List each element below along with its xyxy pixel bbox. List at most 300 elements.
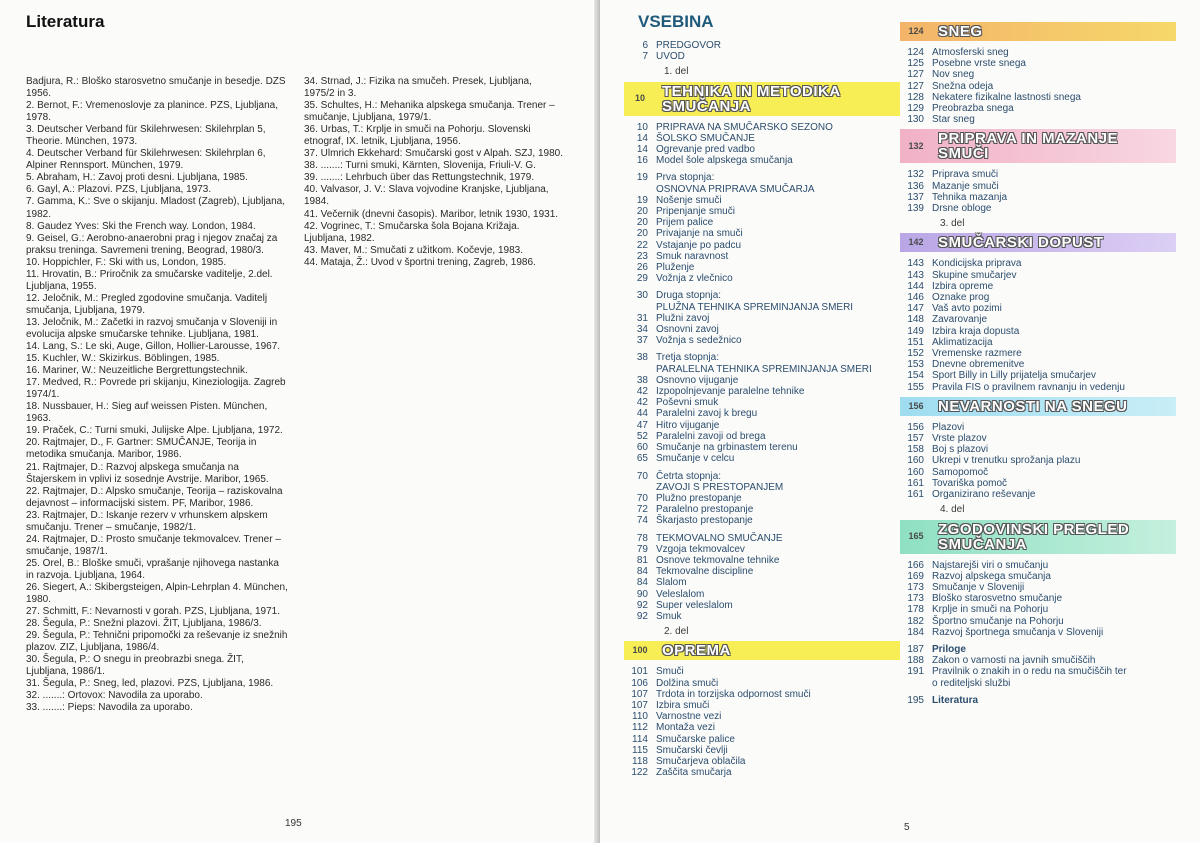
toc-entry	[906, 58, 1176, 69]
toc-entry-title: Boj s plazovi	[932, 444, 989, 456]
toc-entry-title: Hitro vijuganje	[656, 419, 720, 431]
toc-page-number: 90	[636, 588, 648, 600]
toc-entry-title: Smučanje v Sloveniji	[932, 581, 1025, 593]
section-title: SMUČARSKI DOPUST	[938, 234, 1104, 252]
toc-entry	[630, 734, 900, 745]
toc-entry	[630, 375, 900, 386]
toc-page-number: 101	[631, 666, 648, 678]
toc-entry	[906, 348, 1176, 359]
reference-entry: 37. Ulmrich Ekkehard: Smučarski gost v Alpah. SZJ, 1980.	[304, 148, 563, 160]
reference-entry: 44. Mataja, Ž.: Uvod v športni trening, Zagreb, 1986.	[304, 256, 536, 268]
reference-entry: 17. Medved, R.: Povrede pri skijanju, Kineziologija. Zagreb 1974/1.	[26, 377, 286, 401]
toc-entry-title: Zavarovanje	[932, 314, 988, 326]
section-title: TEHNIKA IN METODIKA SMUČANJA	[662, 82, 841, 115]
toc-entry-title: Smučanje v celcu	[656, 453, 735, 465]
reference-entry: 25. Orel, B.: Bloške smuči, vprašanje njihovega nastanka in razvoja. Ljubljana, 1964.	[26, 557, 279, 581]
toc-page-number: 14	[636, 132, 648, 144]
toc-page-number	[630, 184, 656, 195]
toc-entry	[630, 700, 900, 711]
toc-entry-title: Izbira kraja dopusta	[932, 325, 1020, 337]
toc-entry-title: PLUŽNA TEHNIKA SPREMINJANJA SMERI	[656, 301, 854, 313]
toc-entry-title: Literatura	[932, 694, 979, 706]
toc-page-number: 92	[636, 599, 648, 611]
toc-entry	[906, 560, 1176, 571]
section-page-number: 132	[908, 140, 924, 151]
toc-entry-title: Tretja stopnja:	[656, 352, 719, 364]
toc-page-number: 184	[907, 626, 924, 638]
toc-entry-title: Vstajanje po padcu	[656, 239, 742, 251]
toc-entry-title: Četrta stopnja:	[656, 470, 722, 482]
toc-entry	[630, 206, 900, 217]
toc-entry	[630, 533, 900, 544]
reference-entry: 30. Šegula, P.: O snegu in preobrazbi snega. ŽIT, Ljubljana, 1986/1.	[26, 654, 244, 678]
toc-entry	[630, 251, 900, 262]
toc-page-number: 130	[907, 114, 924, 126]
toc-page-number: 29	[636, 273, 648, 285]
toc-entry	[630, 420, 900, 431]
toc-entry	[630, 40, 900, 51]
toc-page-number: 84	[636, 566, 648, 578]
toc-page-number: 31	[636, 312, 648, 324]
toc-page-number: 110	[632, 711, 648, 723]
toc-entry-title: Vožnja s sedežnico	[656, 335, 742, 347]
toc-entry	[630, 408, 900, 419]
toc-entry	[906, 203, 1176, 214]
toc-entry-title: Smučarski čevlji	[656, 744, 728, 756]
toc-entry	[630, 184, 900, 195]
reference-entry: 39. .......: Lehrbuch über das Rettungstechnik, 1979.	[304, 172, 535, 184]
toc-entry	[630, 767, 900, 778]
toc-entry	[630, 745, 900, 756]
toc-entry-title: Ogrevanje pred vadbo	[656, 144, 755, 156]
reference-entry: 12. Jeločnik, M.: Pregled zgodovine smučanja. Vaditelj smučanja, Ljubljana, 1979.	[26, 292, 268, 316]
toc-entry	[906, 92, 1176, 103]
toc-entry-title: Prva stopnja:	[656, 172, 715, 184]
toc-entry-title: Nov sneg	[932, 69, 975, 81]
toc-entry	[906, 114, 1176, 125]
toc-entry-title: Vrste plazov	[932, 433, 987, 445]
toc-entry-title: Smuči	[656, 666, 684, 678]
toc-entry	[906, 370, 1176, 381]
toc-entry-title: Plužno prestopanje	[656, 492, 742, 504]
toc-entry	[630, 589, 900, 600]
toc-page-number: 151	[907, 336, 924, 348]
left-page	[0, 0, 598, 843]
reference-entry: 16. Mariner, W.: Neuzeitliche Bergrettungstechnik.	[26, 365, 248, 377]
toc-entry-title: Paralelno prestopanje	[656, 504, 754, 516]
toc-page-number: 60	[636, 442, 648, 454]
reference-entry: 20. Rajtmajer, D., F. Gartner: SMUČANJE, Teorija in metodika smučanja. Maribor, 1986.	[26, 437, 257, 461]
toc-entry	[906, 593, 1176, 604]
toc-entry-title: Osnove tekmovalne tehnike	[656, 554, 780, 566]
toc-entry	[906, 314, 1176, 325]
page-number: 5	[904, 822, 910, 833]
toc-entry	[906, 467, 1176, 478]
toc-entry-title: Plazovi	[932, 421, 965, 433]
toc-entry	[630, 431, 900, 442]
toc-entry	[906, 444, 1176, 455]
toc-page-number: 14	[636, 144, 648, 156]
toc-page-number: 38	[636, 352, 648, 364]
toc-entry-title: Pravilnik o znakih in o redu na smučiščih ter	[932, 666, 1127, 678]
toc-page-number: 115	[632, 744, 648, 756]
reference-entry: 7. Gamma, K.: Sve o skijanju. Mladost (Zagreb), Ljubljana, 1982.	[26, 196, 286, 220]
toc-page-number	[630, 482, 656, 493]
toc-page-number: 118	[632, 755, 648, 767]
toc-entry	[630, 453, 900, 464]
toc-entry	[630, 302, 900, 313]
reference-entry: 26. Siegert, A.: Skibergsteigen, Alpin-Lehrplan 4. München, 1980.	[26, 581, 288, 606]
toc-entry-title: Tekmovalne discipline	[656, 566, 754, 578]
toc-page-number: 74	[636, 515, 648, 527]
toc-page-number: 106	[631, 677, 648, 689]
toc-page-number: 187	[907, 643, 924, 655]
reference-entry: 19. Praček, C.: Turni smuki, Julijske Alpe. Ljubljana, 1972.	[26, 425, 283, 437]
toc-entry	[630, 122, 900, 133]
toc-entry-title: Smučarjeva oblačila	[656, 755, 746, 767]
toc-entry	[630, 600, 900, 611]
toc-entry-title: Slalom	[656, 577, 687, 589]
reference-entry: 35. Schultes, H.: Mehanika alpskega smučanja. Trener – smučanje, Ljubljana, 1979/1.	[304, 100, 555, 124]
section-page-number: 124	[908, 25, 924, 36]
toc-page-number: 47	[636, 419, 648, 431]
toc-page-number	[906, 678, 932, 689]
toc-page-number: 152	[907, 348, 924, 360]
toc-page-number: 20	[636, 228, 648, 240]
toc-entry	[630, 262, 900, 273]
toc-entry	[630, 515, 900, 526]
toc-page-number: 148	[907, 314, 924, 326]
toc-entry-title: Izbira opreme	[932, 280, 994, 292]
toc-entry-title: ŠOLSKO SMUČANJE	[656, 132, 755, 144]
toc-entry-title: Priloge	[932, 643, 966, 655]
toc-entry	[906, 582, 1176, 593]
toc-entry-title: Smuk naravnost	[656, 250, 729, 262]
toc-entry-title: Atmosferski sneg	[932, 47, 1009, 58]
toc-entry	[906, 489, 1176, 500]
toc-page-number: 19	[636, 172, 648, 184]
toc-entry	[906, 604, 1176, 615]
toc-page-number: 34	[636, 324, 648, 336]
toc-entry-title: Smuk	[656, 610, 682, 622]
toc-entry	[630, 397, 900, 408]
toc-entry	[630, 555, 900, 566]
toc-entry	[630, 577, 900, 588]
toc-page-number: 52	[636, 430, 648, 442]
toc-page-number: 143	[907, 269, 924, 281]
reference-entry: 41. Večernik (dnevni časopis). Maribor, letnik 1930, 1931.	[304, 208, 559, 220]
toc-entry	[906, 571, 1176, 582]
toc-entry	[630, 172, 900, 183]
toc-entry	[906, 303, 1176, 314]
part-label: 2. del	[664, 626, 689, 638]
toc-page-number: 37	[636, 335, 648, 347]
toc-page-number: 147	[907, 303, 924, 315]
toc-entry-title: Paralelni zavoji od brega	[656, 430, 766, 442]
toc-entry-title: Super veleslalom	[656, 599, 733, 611]
part-label: 4. del	[940, 504, 965, 516]
section-banner	[624, 82, 900, 116]
toc-page-number: 112	[632, 722, 648, 734]
section-page-number: 10	[634, 93, 645, 103]
toc-entry	[630, 678, 900, 689]
toc-entry-title: Trdota in torzijska odpornost smuči	[656, 688, 811, 700]
toc-entry-title: Smučanje na grbinastem terenu	[656, 442, 798, 454]
toc-entry	[630, 324, 900, 335]
toc-entry	[906, 81, 1176, 92]
part-label: 1. del	[664, 66, 689, 78]
toc-entry	[630, 386, 900, 397]
toc-entry-title: Vaš avto pozimi	[932, 303, 1002, 315]
toc-entry	[630, 195, 900, 206]
toc-entry	[906, 326, 1176, 337]
toc-entry-title: PRIPRAVA NA SMUČARSKO SEZONO	[656, 121, 833, 133]
toc-entry-title: Montaža vezi	[656, 722, 715, 734]
toc-entry	[630, 144, 900, 155]
toc-entry-title: Razvoj športnega smučanja v Sloveniji	[932, 626, 1104, 638]
toc-page-number: 169	[907, 570, 924, 582]
toc-entry-title: ZAVOJI S PRESTOPANJEM	[656, 481, 784, 493]
toc-page-number: 188	[907, 655, 924, 667]
toc-entry	[630, 273, 900, 284]
toc-page-number: 154	[907, 370, 924, 382]
toc-entry-title: Model šole alpskega smučanja	[656, 155, 793, 167]
reference-entry: 5. Abraham, H.: Zavoj proti desni. Ljubljana, 1985.	[26, 172, 248, 184]
toc-page-number: 158	[907, 444, 924, 456]
toc-entry	[906, 655, 1176, 666]
reference-entry: 2. Bernot, F.: Vremenoslovje za planince. PZS, Ljubljana, 1978.	[26, 100, 278, 124]
toc-entry-title: Bloško starosvetno smučanje	[932, 593, 1063, 605]
toc-entry-title: Aklimatizacija	[932, 336, 993, 348]
toc-entry-title: Skupine smučarjev	[932, 269, 1017, 281]
toc-entry-title: Star sneg	[932, 114, 975, 126]
toc-entry	[906, 666, 1176, 677]
toc-entry-title: Vremenske razmere	[932, 348, 1022, 360]
reference-entry: 33. .......: Pieps: Navodila za uporabo.	[26, 702, 193, 714]
toc-page-number: 191	[907, 666, 924, 678]
reference-entry: 22. Rajtmajer, D.: Alpsko smučanje, Teorija – raziskovalna dejavnost – informacijski sistem. PF, Maribor, 1986.	[26, 485, 283, 509]
toc-page-number: 30	[636, 290, 648, 302]
toc-entry	[630, 544, 900, 555]
toc-page-number: 153	[907, 359, 924, 371]
section-banner	[900, 233, 1176, 252]
toc-page-number: 166	[907, 559, 924, 571]
toc-entry	[906, 281, 1176, 292]
toc-entry	[630, 666, 900, 677]
toc-page-number: 7	[642, 51, 648, 63]
toc-entry	[906, 337, 1176, 348]
toc-page-number: 26	[636, 262, 648, 274]
toc-entry	[630, 217, 900, 228]
toc-entry	[630, 566, 900, 577]
toc-page-number: 42	[636, 397, 648, 409]
toc-page-number: 125	[907, 58, 924, 70]
reference-entry: 40. Valvasor, J. V.: Slava vojvodine Kranjske, Ljubljana, 1984.	[304, 184, 549, 208]
toc-page-number: 161	[907, 477, 924, 489]
toc-entry	[630, 482, 900, 493]
toc-entry-title: Tehnika mazanja	[932, 191, 1008, 203]
toc-entry	[630, 711, 900, 722]
toc-entry	[630, 240, 900, 251]
reference-entry: 32. .......: Ortovox: Navodila za uporabo.	[26, 690, 203, 702]
toc-entry-title: Poševni smuk	[656, 397, 719, 409]
toc-page-number: 132	[907, 169, 924, 181]
reference-entry: 14. Lang, S.: Le ski, Auge, Gillon, Hollier-Larousse, 1967.	[26, 341, 281, 353]
toc-entry	[630, 352, 900, 363]
toc-column-1	[630, 40, 900, 778]
bibliography-column-2	[304, 76, 564, 269]
toc-entry	[906, 258, 1176, 269]
toc-page-number	[630, 364, 656, 375]
section-page-number: 142	[908, 237, 924, 248]
toc-page-number: 195	[907, 694, 924, 706]
reference-entry: 3. Deutscher Verband für Skilehrwesen: Skilehrplan 5, Theorie. München, 1973.	[26, 124, 266, 148]
toc-entry-title: Posebne vrste snega	[932, 58, 1026, 70]
toc-entry	[630, 442, 900, 453]
section-title: SNEG	[938, 23, 983, 40]
reference-entry: 4. Deutscher Verband für Skilehrwesen: Skilehrplan 6, Alpiner Rennsport. München, 1979.	[26, 148, 266, 172]
reference-entry: 18. Nussbauer, H.: Sieg auf weissen Pisten. München, 1963.	[26, 401, 268, 425]
toc-entry-title: PARALELNA TEHNIKA SPREMINJANJA SMERI	[656, 363, 872, 375]
toc-entry	[630, 290, 900, 301]
toc-page-number: 20	[636, 217, 648, 229]
toc-entry-title: Paralelni zavoj k bregu	[656, 408, 758, 420]
toc-entry-title: Plužni zavoj	[656, 312, 710, 324]
bibliography-column-1	[26, 76, 288, 714]
toc-entry	[906, 47, 1176, 58]
toc-entry-title: OSNOVNA PRIPRAVA SMUČARJA	[656, 183, 815, 195]
toc-entry	[906, 616, 1176, 627]
toc-entry-title: Športno smučanje na Pohorju	[932, 615, 1064, 627]
contents-title: VSEBINA	[638, 12, 714, 31]
reference-entry: 13. Jeločnik, M.: Začetki in razvoj smučanja v Sloveniji in evolucija alpske smučarske tehnike. Ljubljana, 1981.	[26, 316, 278, 340]
toc-entry-title: Druga stopnja:	[656, 290, 722, 302]
toc-page-number: 161	[907, 489, 924, 501]
toc-entry-title: Vzgoja tekmovalcev	[656, 543, 745, 555]
toc-entry-title: Najstarejši viri o smučanju	[932, 559, 1049, 571]
toc-page-number: 143	[907, 258, 924, 270]
reference-entry: 43. Maver, M.: Smučati z užitkom. Kočevje, 1983.	[304, 244, 523, 256]
toc-page-number: 23	[636, 250, 648, 262]
toc-page-number: 44	[636, 408, 648, 420]
toc-page-number: 70	[636, 492, 648, 504]
reference-entry: 31. Šegula, P.: Sneg, led, plazovi. PZS, Ljubljana, 1986.	[26, 678, 274, 690]
toc-entry-title: Varnostne vezi	[656, 711, 722, 723]
toc-entry-title: Pravila FIS o pravilnem ravnanju in vedenju	[932, 381, 1125, 393]
toc-page-number: 155	[907, 381, 924, 393]
section-title: PRIPRAVA IN MAZANJE SMUČI	[938, 130, 1119, 163]
toc-page-number: 160	[907, 466, 924, 478]
reference-entry: 24. Rajtmajer, D.: Prosto smučanje tekmovalcev. Trener – smučanje, 1987/1.	[26, 533, 281, 557]
toc-entry	[906, 192, 1176, 203]
toc-page-number: 129	[907, 103, 924, 115]
toc-entry	[906, 292, 1176, 303]
toc-entry-title: Osnovno vijuganje	[656, 374, 739, 386]
reference-entry: 42. Vogrinec, T.: Smučarska šola Bojana Križaja. Ljubljana, 1982.	[304, 220, 520, 244]
toc-page-number: 124	[907, 47, 924, 58]
toc-entry-title: Sport Billy in Lilly prijatelja smučarjev	[932, 370, 1096, 382]
toc-page-number: 146	[907, 292, 924, 304]
section-title: ZGODOVINSKI PREGLED SMUČANJA	[938, 520, 1130, 553]
toc-entry	[906, 455, 1176, 466]
toc-entry-title: Škarjasto prestopanje	[656, 515, 753, 527]
toc-page-number: 65	[636, 453, 648, 465]
toc-page-number: 20	[636, 206, 648, 218]
toc-entry-title: TEKMOVALNO SMUČANJE	[656, 532, 783, 544]
reference-entry: 28. Šegula, P.: Snežni plazovi. ŽIT, Ljubljana, 1986/3.	[26, 618, 262, 630]
toc-entry-title: UVOD	[656, 51, 685, 63]
toc-entry	[630, 313, 900, 324]
toc-page-number: 6	[642, 40, 648, 51]
toc-entry-title: Razvoj alpskega smučanja	[932, 570, 1051, 582]
toc-entry	[906, 382, 1176, 393]
reference-entry: 38. .......: Turni smuki, Kärnten, Slovenija, Friuli-V. G.	[304, 160, 536, 172]
toc-entry	[630, 364, 900, 375]
toc-entry	[906, 627, 1176, 638]
toc-entry-title: Smučarske palice	[656, 733, 735, 745]
toc-page-number: 42	[636, 386, 648, 398]
toc-page-number: 178	[907, 604, 924, 616]
reference-entry: 36. Urbas, T.: Krplje in smuči na Pohorju. Slovenski etnograf, IX. letnik, Ljubljana, 1956.	[304, 124, 531, 148]
toc-entry-title: o rediteljski službi	[932, 677, 1011, 689]
toc-entry	[630, 133, 900, 144]
toc-entry	[630, 689, 900, 700]
toc-page-number: 156	[907, 421, 924, 433]
toc-entry	[906, 433, 1176, 444]
toc-entry	[906, 270, 1176, 281]
toc-page-number	[630, 302, 656, 313]
toc-entry-title: Nošenje smuči	[656, 194, 722, 206]
section-banner	[900, 22, 1176, 41]
toc-entry	[906, 169, 1176, 180]
toc-entry-title: Dolžina smuči	[656, 677, 719, 689]
toc-entry-title: Priprava smuči	[932, 169, 999, 181]
toc-entry-title: Organizirano reševanje	[932, 489, 1036, 501]
toc-entry	[906, 422, 1176, 433]
section-banner	[900, 129, 1176, 163]
toc-entry	[630, 228, 900, 239]
toc-page-number: 149	[907, 325, 924, 337]
reference-entry: 10. Hoppichler, F.: Ski with us, London, 1985.	[26, 256, 227, 268]
page-title: Literatura	[26, 12, 105, 31]
toc-page-number: 107	[631, 688, 648, 700]
toc-page-number: 127	[907, 69, 924, 81]
section-page-number: 165	[908, 530, 924, 541]
toc-page-number: 72	[636, 504, 648, 516]
toc-entry	[630, 611, 900, 622]
reference-entry: 15. Kuchler, W.: Skizirkus. Böblingen, 1985.	[26, 353, 220, 365]
toc-entry	[630, 756, 900, 767]
toc-entry-title: Mazanje smuči	[932, 180, 999, 192]
toc-page-number: 144	[907, 280, 924, 292]
toc-entry-title: Privajanje na smuči	[656, 228, 743, 240]
toc-page-number: 127	[907, 80, 924, 92]
reference-entry: 11. Hrovatin, B.: Priročnik za smučarske vaditelje, 2.del. Ljubljana, 1955.	[26, 268, 273, 292]
toc-page-number: 136	[907, 180, 924, 192]
toc-entry-title: Zakon o varnosti na javnih smučiščih	[932, 655, 1096, 667]
reference-entry: 29. Šegula, P.: Tehnični pripomočki za reševanje iz snežnih plazov. ZIZ, Ljubljana, 1986/4.	[26, 630, 288, 654]
toc-entry-title: Oznake prog	[932, 292, 990, 304]
section-banner	[900, 520, 1176, 554]
toc-page-number: 157	[907, 433, 924, 445]
toc-page-number: 22	[636, 239, 648, 251]
toc-entry-title: PREDGOVOR	[656, 40, 722, 51]
reference-entry: 8. Gaudez Yves: Ski the French way. London, 1984.	[26, 220, 256, 232]
toc-entry-title: Samopomoč	[932, 466, 989, 478]
section-banner	[900, 397, 1176, 416]
part-label: 3. del	[940, 218, 965, 230]
toc-entry-title: Zaščita smučarja	[656, 767, 732, 779]
